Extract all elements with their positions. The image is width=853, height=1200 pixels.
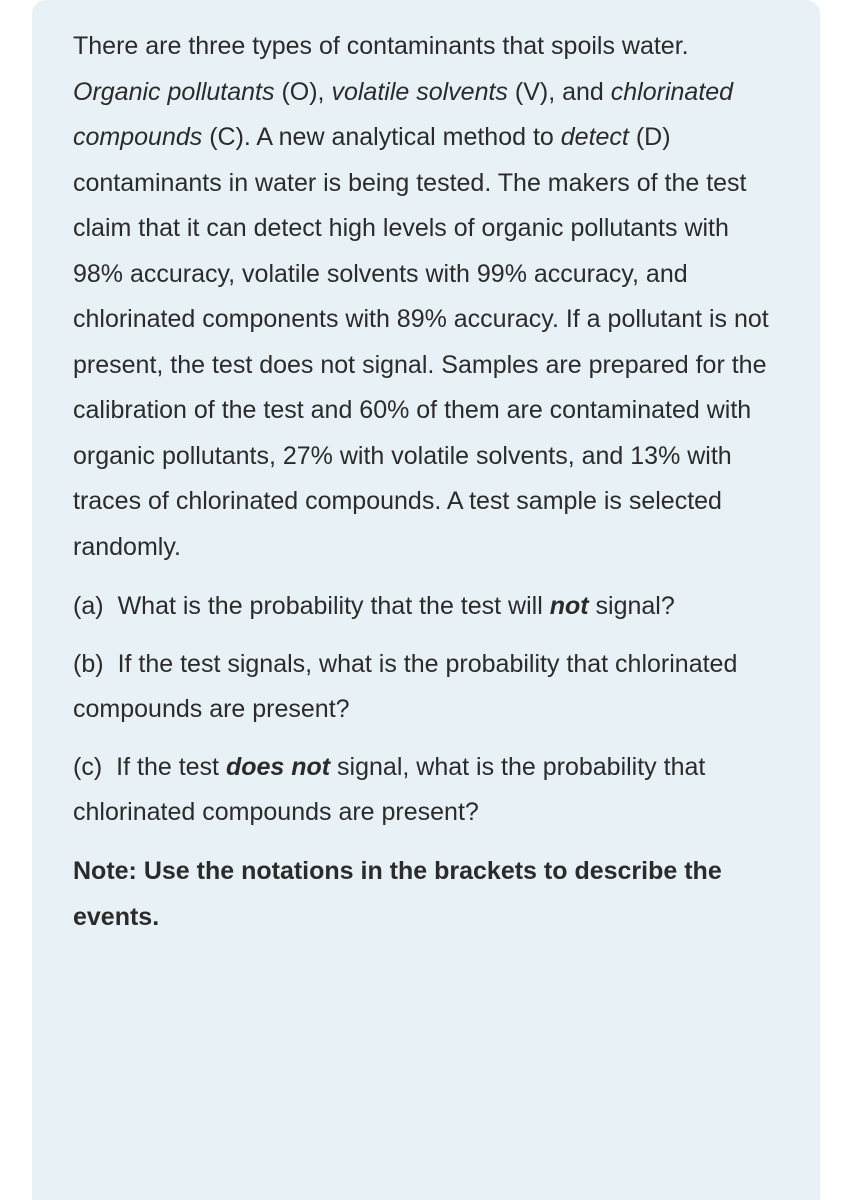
question-a: [73, 584, 773, 630]
question-c-text: signal, what is the probability that chlorinated compounds are present?: [73, 752, 706, 826]
question-c-label: (c): [73, 752, 103, 781]
question-b-label: (b): [73, 649, 104, 678]
question-a-emphasis: not: [549, 592, 589, 620]
question-content: [73, 24, 773, 940]
question-c-text: If the test: [116, 752, 226, 781]
volatile-term: volatile solvents: [331, 77, 508, 106]
question-c: [73, 745, 773, 836]
intro-text: (O),: [274, 77, 332, 106]
question-b-text: If the test signals, what is the probability that chlorinated compounds are present?: [73, 649, 738, 723]
chlorinated-term: chlorinated compounds: [73, 77, 734, 151]
question-c-emphasis: does not: [225, 752, 331, 781]
question-a-text: signal?: [588, 592, 675, 620]
intro-text: (V), and: [507, 77, 611, 106]
note: Note: Use the notations in the brackets to describe the events.: [73, 856, 722, 931]
detect-term: detect: [560, 123, 629, 151]
intro-text: (D) contaminants in water is being tested. The makers of the test claim that it can detect high levels of organic pollutants with 98% accuracy, volatile solvents with 99% accuracy, and chlorinated components with 89% accuracy. If a pollutant is not present, the test does not signal. Samples are prepared for the calibration of the test and 60% of them are contaminated with organic pollutants, 27% with volatile solvents, and 13% with traces of chlorinated compounds. A test sample is selected randomly.: [73, 123, 769, 561]
question-a-label: (a): [73, 592, 104, 620]
intro-text: There are three types of contaminants that spoils water.: [73, 32, 689, 60]
question-b: [73, 642, 773, 733]
intro-text: (C). A new analytical method to: [202, 123, 561, 151]
problem-statement: [73, 24, 773, 570]
question-a-text: What is the probability that the test will: [117, 592, 550, 620]
organic-term: Organic pollutants: [73, 77, 275, 106]
